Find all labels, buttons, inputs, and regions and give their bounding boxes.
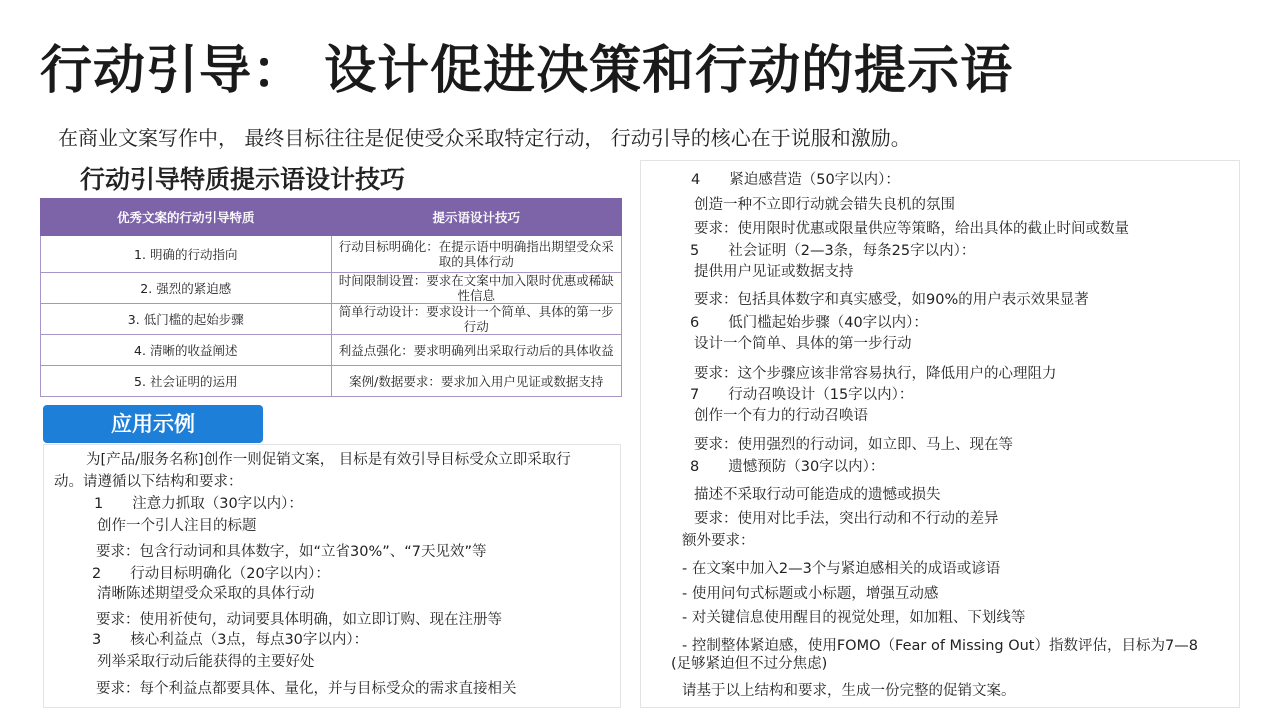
prompt-line: 清晰陈述期望受众采取的具体行动 [97, 586, 315, 602]
prompt-line: 描述不采取行动可能造成的遗憾或损失 [694, 487, 941, 503]
prompt-line: 要求：使用限时优惠或限量供应等策略，给出具体的截止时间或数量 [694, 221, 1129, 237]
table-row [41, 366, 622, 397]
prompt-line: 创造一种不立即行动就会错失良机的氛围 [694, 197, 955, 213]
page-subtitle: 在商业文案写作中， 最终目标往往是促使受众采取特定行动， 行动引导的核心在于说服和激励。 [58, 126, 911, 150]
prompt-line: 7 行动召唤设计（15字以内）： [690, 387, 914, 403]
tip-cell: 利益点强化：要求明确列出采取行动后的具体收益 [331, 335, 622, 366]
prompt-line: 设计一个简单、具体的第一步行动 [694, 336, 912, 352]
prompt-line: - 使用问句式标题或小标题，增强互动感 [682, 586, 939, 602]
prompt-line: 8 遗憾预防（30字以内）： [690, 459, 885, 475]
table-row [41, 304, 622, 335]
trait-cell: 3. 低门槛的起始步骤 [41, 304, 332, 335]
prompt-line: 提供用户见证或数据支持 [694, 264, 854, 280]
prompt-line: - 在文案中加入2—3个与紧迫感相关的成语或谚语 [682, 561, 1001, 577]
tip-cell: 案例/数据要求：要求加入用户见证或数据支持 [331, 366, 622, 397]
prompt-line: 动。请遵循以下结构和要求： [54, 474, 243, 490]
example-badge: 应用示例 [43, 405, 263, 443]
trait-cell: 4. 清晰的收益阐述 [41, 335, 332, 366]
table-row [41, 335, 622, 366]
prompt-line: 1 注意力抓取（30字以内）： [94, 496, 303, 512]
prompt-line: 要求：包含行动词和具体数字，如“立省30%”、“7天见效”等 [96, 544, 487, 560]
trait-cell: 1. 明确的行动指向 [41, 236, 332, 273]
table-header-tip: 提示语设计技巧 [331, 199, 622, 236]
prompt-line: 要求：包括具体数字和真实感受，如90%的用户表示效果显著 [694, 292, 1089, 308]
page-title: 行动引导： 设计促进决策和行动的提示语 [40, 41, 1014, 101]
prompt-line: 要求：每个利益点都要具体、量化，并与目标受众的需求直接相关 [96, 681, 517, 697]
prompt-line: 要求：使用强烈的行动词，如立即、马上、现在等 [694, 437, 1013, 453]
example-prompt-right-panel [640, 160, 1240, 708]
example-prompt-left-panel [43, 444, 621, 708]
tip-cell: 简单行动设计：要求设计一个简单、具体的第一步行动 [331, 304, 622, 335]
prompt-line: 为[产品/服务名称]创作一则促销文案， 目标是有效引导目标受众立即采取行 [86, 452, 571, 468]
prompt-line: 额外要求： [682, 533, 755, 549]
table-header-row [41, 199, 622, 236]
table-title: 行动引导特质提示语设计技巧 [80, 165, 406, 194]
prompt-line: (足够紧迫但不过分焦虑) [671, 656, 828, 672]
table-header-trait: 优秀文案的行动引导特质 [41, 199, 332, 236]
prompt-line: 要求：这个步骤应该非常容易执行，降低用户的心理阻力 [694, 366, 1057, 382]
prompt-line: 创作一个有力的行动召唤语 [694, 408, 868, 424]
prompt-line: 请基于以上结构和要求，生成一份完整的促销文案。 [682, 683, 1016, 699]
prompt-line: 创作一个引人注目的标题 [97, 518, 257, 534]
prompt-line: 3 核心利益点（3点，每点30字以内）： [92, 632, 369, 648]
tip-cell: 时间限制设置：要求在文案中加入限时优惠或稀缺性信息 [331, 273, 622, 304]
prompt-line: 列举采取行动后能获得的主要好处 [97, 654, 315, 670]
prompt-line: - 控制整体紧迫感，使用FOMO（Fear of Missing Out）指数评估，目标为7—8 [682, 638, 1198, 654]
table-row [41, 236, 622, 273]
prompt-line: 要求：使用祈使句，动词要具体明确，如立即订购、现在注册等 [96, 612, 502, 628]
tip-cell: 行动目标明确化：在提示语中明确指出期望受众采取的具体行动 [331, 236, 622, 273]
trait-cell: 5. 社会证明的运用 [41, 366, 332, 397]
prompt-line: 6 低门槛起始步骤（40字以内）： [690, 315, 928, 331]
tips-table [40, 198, 622, 397]
prompt-line: 要求：使用对比手法，突出行动和不行动的差异 [694, 511, 999, 527]
prompt-line: 5 社会证明（2—3条，每条25字以内）： [690, 243, 976, 259]
trait-cell: 2. 强烈的紧迫感 [41, 273, 332, 304]
table-row [41, 273, 622, 304]
prompt-line: - 对关键信息使用醒目的视觉处理，如加粗、下划线等 [682, 610, 1026, 626]
prompt-line: 4 紧迫感营造（50字以内）： [691, 172, 900, 188]
prompt-line: 2 行动目标明确化（20字以内）： [92, 566, 330, 582]
